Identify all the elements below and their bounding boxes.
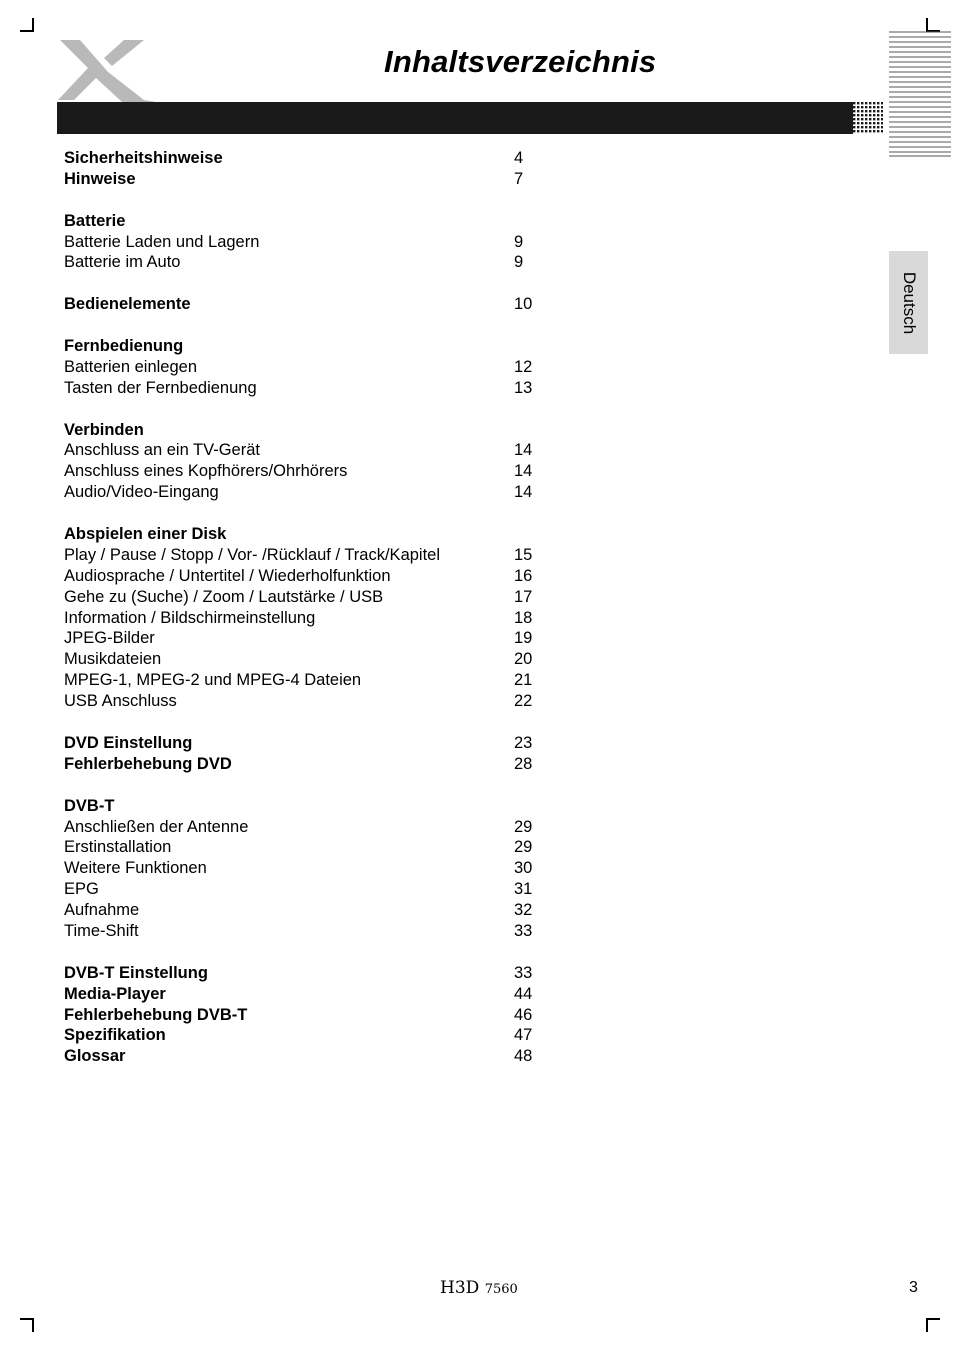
toc-page-number: 29 [514,838,533,857]
toc-entry-row [64,566,584,587]
toc-entry-row [64,482,584,503]
toc-entry-label: MPEG-1, MPEG-2 und MPEG-4 Dateien [64,671,362,690]
toc-entry-row [64,900,584,921]
toc-page-number: 12 [514,357,533,376]
toc-entry-label: Batterie Laden und Lagern [64,232,260,251]
toc-page-number: 10 [514,295,533,314]
crop-mark-bottom-left [20,1318,34,1332]
x-brand-logo-icon [52,36,162,106]
decorative-stripes [889,30,951,158]
footer-model-name [440,1278,518,1298]
toc-entry-row [64,649,584,670]
toc-page-number: 32 [514,901,533,920]
model-prefix: H3D [440,1278,480,1298]
toc-spacer [64,942,584,963]
toc-entry-row [64,587,584,608]
toc-page-number: 21 [514,671,533,690]
toc-page-number: 33 [514,963,533,982]
toc-entry-row [64,670,584,691]
toc-entry-row [64,357,584,378]
toc-entry-label: USB Anschluss [64,692,177,711]
toc-entry-label: Verbinden [64,420,144,439]
toc-page-number: 15 [514,545,533,564]
toc-page-number: 16 [514,566,533,585]
toc-page-number: 13 [514,378,533,397]
toc-page-number: 17 [514,587,533,606]
table-of-contents [64,148,584,1067]
toc-entry-label: Batterie [64,211,126,230]
toc-page-number: 29 [514,817,533,836]
toc-entry-row [64,817,584,838]
toc-section-row [64,796,584,817]
toc-entry-label: Batterie im Auto [64,253,181,272]
toc-entry-row [64,691,584,712]
toc-page-number: 14 [514,462,533,481]
toc-section-row [64,336,584,357]
toc-page-number: 44 [514,984,533,1003]
toc-section-row [64,1046,584,1067]
toc-section-row [64,963,584,984]
toc-page-number: 18 [514,608,533,627]
toc-spacer [64,315,584,336]
toc-spacer [64,399,584,420]
toc-section-row [64,524,584,545]
page-title: Inhaltsverzeichnis [384,44,657,79]
toc-entry-row [64,921,584,942]
toc-entry-label: Batterien einlegen [64,357,198,376]
toc-page-number: 28 [514,754,533,773]
toc-page-number: 30 [514,859,533,878]
toc-page-number: 22 [514,692,533,711]
toc-page-number: 23 [514,733,533,752]
toc-spacer [64,503,584,524]
toc-page-number: 9 [514,253,524,272]
toc-section-row [64,169,584,190]
toc-page-number: 14 [514,483,533,502]
toc-section-row [64,294,584,315]
toc-entry-label: EPG [64,880,99,899]
toc-entry-label: Tasten der Fernbedienung [64,378,257,397]
language-tab [889,251,928,354]
toc-entry-row [64,378,584,399]
toc-entry-label: JPEG-Bilder [64,629,155,648]
toc-entry-label: Anschließen der Antenne [64,817,249,836]
crop-mark-bottom-right [926,1318,940,1332]
toc-spacer [64,273,584,294]
toc-page-number: 48 [514,1047,533,1066]
toc-entry-label: Aufnahme [64,901,140,920]
toc-entry-label: Bedienelemente [64,295,191,314]
toc-entry-label: Play / Pause / Stopp / Vor- /Rücklauf / Track/Kapitel [64,545,441,564]
toc-page-number: 46 [514,1005,533,1024]
toc-entry-label: Fehlerbehebung DVD [64,754,232,773]
toc-entry-label: Spezifikation [64,1026,166,1045]
toc-entry-label: Fehlerbehebung DVB-T [64,1005,248,1024]
toc-page-number: 7 [514,169,524,188]
toc-entry-label: Anschluss an ein TV-Gerät [64,441,260,460]
toc-section-row [64,984,584,1005]
toc-entry-label: Audio/Video-Eingang [64,483,219,502]
toc-spacer [64,712,584,733]
toc-entry-label: DVB-T [64,796,115,815]
toc-entry-row [64,545,584,566]
toc-page-number: 20 [514,650,533,669]
toc-section-row [64,148,584,169]
toc-page-number: 33 [514,921,533,940]
toc-entry-label: Hinweise [64,169,136,188]
toc-spacer [64,775,584,796]
toc-entry-label: Audiosprache / Untertitel / Wiederholfunktion [64,566,391,585]
toc-entry-label: Erstinstallation [64,838,172,857]
toc-entry-row [64,461,584,482]
toc-entry-row [64,232,584,253]
toc-entry-label: Time-Shift [64,921,139,940]
language-tab-label: Deutsch [899,271,919,334]
toc-entry-row [64,608,584,629]
toc-entry-label: Information / Bildschirmeinstellung [64,608,316,627]
toc-page-number: 4 [514,149,524,167]
toc-entry-label: Weitere Funktionen [64,859,207,878]
toc-page-number: 47 [514,1026,533,1045]
toc-entry-row [64,879,584,900]
toc-entry-row [64,440,584,461]
header-bar [57,102,883,134]
toc-section-row [64,1005,584,1026]
toc-entry-label: DVB-T Einstellung [64,963,208,982]
toc-entry-row [64,252,584,273]
toc-spacer [64,190,584,211]
toc-page-number: 9 [514,232,524,251]
toc-entry-label: Anschluss eines Kopfhörers/Ohrhörers [64,462,348,481]
toc-entry-label: Gehe zu (Suche) / Zoom / Lautstärke / USB [64,587,384,606]
toc-entry-label: Sicherheitshinweise [64,149,223,167]
toc-entry-row [64,837,584,858]
model-number: 7560 [484,1282,518,1297]
toc-page-number: 19 [514,629,533,648]
toc-section-row [64,733,584,754]
crop-mark-top-left [20,18,34,32]
toc-entry-label: DVD Einstellung [64,733,193,752]
toc-entry-label: Musikdateien [64,650,162,669]
toc-section-row [64,1025,584,1046]
toc-entry-label: Fernbedienung [64,337,184,356]
toc-section-row [64,754,584,775]
toc-page-number: 14 [514,441,533,460]
toc-entry-label: Media-Player [64,984,166,1003]
toc-page-number: 31 [514,880,533,899]
toc-entry-label: Glossar [64,1047,126,1066]
toc-entry-label: Abspielen einer Disk [64,525,227,544]
toc-section-row [64,420,584,441]
toc-entry-row [64,858,584,879]
page-number: 3 [909,1279,918,1296]
toc-section-row [64,211,584,232]
toc-entry-row [64,628,584,649]
